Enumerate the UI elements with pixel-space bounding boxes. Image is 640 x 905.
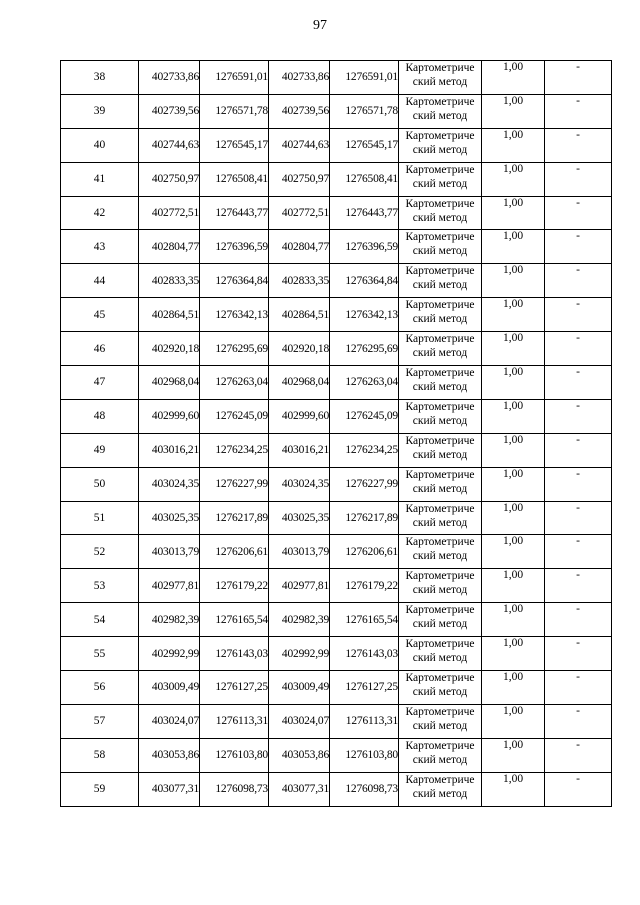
method-cell — [399, 704, 482, 738]
y-coordinate-cell: 1276245,09 — [330, 399, 399, 433]
method-line-2: ский метод — [412, 618, 468, 631]
point-number-cell: 42 — [61, 196, 139, 230]
note-cell: - — [545, 332, 612, 366]
y-coordinate-cell: 1276295,69 — [330, 332, 399, 366]
y-coordinate-cell: 1276103,80 — [330, 738, 399, 772]
accuracy-cell: 1,00 — [482, 366, 545, 400]
y-coordinate-cell: 1276143,03 — [330, 637, 399, 671]
point-number-cell: 55 — [61, 637, 139, 671]
x-coordinate-cell: 402999,60 — [269, 399, 330, 433]
note-cell: - — [545, 162, 612, 196]
x-coordinate-cell: 403024,07 — [269, 704, 330, 738]
y-coordinate-cell: 1276143,03 — [200, 637, 269, 671]
method-line-2: ский метод — [412, 550, 468, 563]
y-coordinate-cell: 1276098,73 — [330, 772, 399, 806]
y-coordinate-cell: 1276571,78 — [330, 94, 399, 128]
point-number-cell: 41 — [61, 162, 139, 196]
y-coordinate-cell: 1276227,99 — [330, 467, 399, 501]
y-coordinate-cell: 1276396,59 — [200, 230, 269, 264]
y-coordinate-cell: 1276098,73 — [200, 772, 269, 806]
y-coordinate-cell: 1276263,04 — [330, 366, 399, 400]
point-number-cell: 40 — [61, 128, 139, 162]
method-line-1: Картометриче — [405, 299, 475, 312]
point-number-cell: 39 — [61, 94, 139, 128]
x-coordinate-cell: 402968,04 — [269, 366, 330, 400]
note-cell: - — [545, 637, 612, 671]
method-line-1: Картометриче — [405, 570, 475, 583]
y-coordinate-cell: 1276234,25 — [330, 433, 399, 467]
y-coordinate-cell: 1276571,78 — [200, 94, 269, 128]
method-cell — [399, 535, 482, 569]
y-coordinate-cell: 1276508,41 — [200, 162, 269, 196]
x-coordinate-cell: 402739,56 — [139, 94, 200, 128]
y-coordinate-cell: 1276227,99 — [200, 467, 269, 501]
table-row — [61, 603, 612, 637]
note-cell: - — [545, 399, 612, 433]
table-row — [61, 94, 612, 128]
y-coordinate-cell: 1276127,25 — [200, 671, 269, 705]
x-coordinate-cell: 403024,35 — [139, 467, 200, 501]
y-coordinate-cell: 1276295,69 — [200, 332, 269, 366]
method-line-1: Картометриче — [405, 95, 475, 108]
accuracy-cell: 1,00 — [482, 738, 545, 772]
y-coordinate-cell: 1276113,31 — [200, 704, 269, 738]
method-line-1: Картометриче — [405, 197, 475, 210]
x-coordinate-cell: 403077,31 — [139, 772, 200, 806]
method-cell — [399, 772, 482, 806]
y-coordinate-cell: 1276165,54 — [200, 603, 269, 637]
x-coordinate-cell: 402833,35 — [269, 264, 330, 298]
method-line-2: ский метод — [412, 787, 468, 800]
method-cell — [399, 162, 482, 196]
accuracy-cell: 1,00 — [482, 332, 545, 366]
x-coordinate-cell: 402804,77 — [139, 230, 200, 264]
method-line-2: ский метод — [412, 584, 468, 597]
accuracy-cell: 1,00 — [482, 94, 545, 128]
accuracy-cell: 1,00 — [482, 399, 545, 433]
method-cell — [399, 94, 482, 128]
method-line-2: ский метод — [412, 686, 468, 699]
point-number-cell: 57 — [61, 704, 139, 738]
method-line-1: Картометриче — [405, 231, 475, 244]
method-line-1: Картометриче — [405, 705, 475, 718]
note-cell: - — [545, 738, 612, 772]
method-line-2: ский метод — [412, 177, 468, 190]
accuracy-cell: 1,00 — [482, 637, 545, 671]
x-coordinate-cell: 403024,07 — [139, 704, 200, 738]
method-line-1: Картометриче — [405, 536, 475, 549]
y-coordinate-cell: 1276591,01 — [200, 61, 269, 95]
note-cell: - — [545, 264, 612, 298]
method-cell — [399, 196, 482, 230]
method-cell — [399, 671, 482, 705]
point-number-cell: 49 — [61, 433, 139, 467]
method-cell — [399, 399, 482, 433]
x-coordinate-cell: 403013,79 — [269, 535, 330, 569]
note-cell: - — [545, 772, 612, 806]
x-coordinate-cell: 403024,35 — [269, 467, 330, 501]
point-number-cell: 59 — [61, 772, 139, 806]
x-coordinate-cell: 402733,86 — [269, 61, 330, 95]
y-coordinate-cell: 1276206,61 — [330, 535, 399, 569]
method-line-1: Картометриче — [405, 468, 475, 481]
x-coordinate-cell: 402999,60 — [139, 399, 200, 433]
accuracy-cell: 1,00 — [482, 298, 545, 332]
page-number: 97 — [313, 18, 327, 33]
point-number-cell: 50 — [61, 467, 139, 501]
point-number-cell: 43 — [61, 230, 139, 264]
table-row — [61, 671, 612, 705]
table-row — [61, 399, 612, 433]
method-line-2: ский метод — [412, 448, 468, 461]
y-coordinate-cell: 1276396,59 — [330, 230, 399, 264]
x-coordinate-cell: 402833,35 — [139, 264, 200, 298]
note-cell: - — [545, 366, 612, 400]
method-line-2: ский метод — [412, 347, 468, 360]
note-cell: - — [545, 569, 612, 603]
note-cell: - — [545, 467, 612, 501]
point-number-cell: 58 — [61, 738, 139, 772]
method-cell — [399, 366, 482, 400]
x-coordinate-cell: 402744,63 — [269, 128, 330, 162]
x-coordinate-cell: 402739,56 — [269, 94, 330, 128]
method-line-1: Картометриче — [405, 739, 475, 752]
y-coordinate-cell: 1276263,04 — [200, 366, 269, 400]
method-cell — [399, 298, 482, 332]
accuracy-cell: 1,00 — [482, 264, 545, 298]
table-row — [61, 501, 612, 535]
note-cell: - — [545, 298, 612, 332]
y-coordinate-cell: 1276443,77 — [330, 196, 399, 230]
x-coordinate-cell: 402750,97 — [269, 162, 330, 196]
method-cell — [399, 128, 482, 162]
method-line-1: Картометриче — [405, 434, 475, 447]
table-row — [61, 535, 612, 569]
note-cell: - — [545, 535, 612, 569]
note-cell: - — [545, 603, 612, 637]
point-number-cell: 52 — [61, 535, 139, 569]
accuracy-cell: 1,00 — [482, 128, 545, 162]
note-cell: - — [545, 501, 612, 535]
y-coordinate-cell: 1276342,13 — [330, 298, 399, 332]
y-coordinate-cell: 1276179,22 — [330, 569, 399, 603]
note-cell: - — [545, 94, 612, 128]
method-line-1: Картометриче — [405, 638, 475, 651]
x-coordinate-cell: 402750,97 — [139, 162, 200, 196]
y-coordinate-cell: 1276165,54 — [330, 603, 399, 637]
x-coordinate-cell: 403053,86 — [269, 738, 330, 772]
y-coordinate-cell: 1276217,89 — [200, 501, 269, 535]
point-number-cell: 45 — [61, 298, 139, 332]
table-row — [61, 637, 612, 671]
x-coordinate-cell: 403053,86 — [139, 738, 200, 772]
accuracy-cell: 1,00 — [482, 196, 545, 230]
y-coordinate-cell: 1276443,77 — [200, 196, 269, 230]
table-row — [61, 433, 612, 467]
point-number-cell: 44 — [61, 264, 139, 298]
x-coordinate-cell: 402982,39 — [139, 603, 200, 637]
method-line-2: ский метод — [412, 313, 468, 326]
table-row — [61, 264, 612, 298]
method-line-1: Картометриче — [405, 333, 475, 346]
method-line-1: Картометриче — [405, 265, 475, 278]
y-coordinate-cell: 1276234,25 — [200, 433, 269, 467]
method-line-1: Картометриче — [405, 129, 475, 142]
x-coordinate-cell: 402992,99 — [269, 637, 330, 671]
note-cell: - — [545, 671, 612, 705]
method-line-2: ский метод — [412, 414, 468, 427]
point-number-cell: 56 — [61, 671, 139, 705]
point-number-cell: 47 — [61, 366, 139, 400]
method-line-1: Картометриче — [405, 367, 475, 380]
y-coordinate-cell: 1276179,22 — [200, 569, 269, 603]
table-row — [61, 61, 612, 95]
x-coordinate-cell: 402992,99 — [139, 637, 200, 671]
y-coordinate-cell: 1276113,31 — [330, 704, 399, 738]
method-cell — [399, 569, 482, 603]
method-cell — [399, 230, 482, 264]
y-coordinate-cell: 1276591,01 — [330, 61, 399, 95]
accuracy-cell: 1,00 — [482, 535, 545, 569]
accuracy-cell: 1,00 — [482, 467, 545, 501]
method-cell — [399, 264, 482, 298]
method-line-2: ский метод — [412, 516, 468, 529]
x-coordinate-cell: 402977,81 — [139, 569, 200, 603]
x-coordinate-cell: 402864,51 — [139, 298, 200, 332]
x-coordinate-cell: 403009,49 — [269, 671, 330, 705]
x-coordinate-cell: 402920,18 — [139, 332, 200, 366]
x-coordinate-cell: 403077,31 — [269, 772, 330, 806]
accuracy-cell: 1,00 — [482, 501, 545, 535]
x-coordinate-cell: 402804,77 — [269, 230, 330, 264]
y-coordinate-cell: 1276127,25 — [330, 671, 399, 705]
method-cell — [399, 467, 482, 501]
method-cell — [399, 603, 482, 637]
y-coordinate-cell: 1276545,17 — [200, 128, 269, 162]
method-cell — [399, 332, 482, 366]
table-row — [61, 162, 612, 196]
table-row — [61, 467, 612, 501]
method-line-2: ский метод — [412, 482, 468, 495]
accuracy-cell: 1,00 — [482, 671, 545, 705]
y-coordinate-cell: 1276103,80 — [200, 738, 269, 772]
method-line-2: ский метод — [412, 753, 468, 766]
table-row — [61, 196, 612, 230]
note-cell: - — [545, 196, 612, 230]
method-cell — [399, 61, 482, 95]
method-line-1: Картометриче — [405, 604, 475, 617]
note-cell: - — [545, 61, 612, 95]
method-cell — [399, 738, 482, 772]
method-line-2: ский метод — [412, 381, 468, 394]
table-row — [61, 332, 612, 366]
point-number-cell: 53 — [61, 569, 139, 603]
coordinates-table — [60, 60, 612, 807]
method-line-2: ский метод — [412, 143, 468, 156]
method-line-1: Картометриче — [405, 400, 475, 413]
method-line-2: ский метод — [412, 109, 468, 122]
x-coordinate-cell: 402772,51 — [139, 196, 200, 230]
table-row — [61, 772, 612, 806]
x-coordinate-cell: 403025,35 — [269, 501, 330, 535]
accuracy-cell: 1,00 — [482, 162, 545, 196]
table-row — [61, 366, 612, 400]
table-row — [61, 128, 612, 162]
x-coordinate-cell: 403016,21 — [269, 433, 330, 467]
accuracy-cell: 1,00 — [482, 569, 545, 603]
accuracy-cell: 1,00 — [482, 603, 545, 637]
x-coordinate-cell: 402772,51 — [269, 196, 330, 230]
accuracy-cell: 1,00 — [482, 772, 545, 806]
method-line-2: ский метод — [412, 652, 468, 665]
table-row — [61, 704, 612, 738]
table-row — [61, 230, 612, 264]
point-number-cell: 51 — [61, 501, 139, 535]
x-coordinate-cell: 402982,39 — [269, 603, 330, 637]
x-coordinate-cell: 402744,63 — [139, 128, 200, 162]
y-coordinate-cell: 1276364,84 — [200, 264, 269, 298]
method-line-2: ский метод — [412, 279, 468, 292]
accuracy-cell: 1,00 — [482, 704, 545, 738]
point-number-cell: 54 — [61, 603, 139, 637]
method-line-1: Картометриче — [405, 672, 475, 685]
method-line-2: ский метод — [412, 245, 468, 258]
x-coordinate-cell: 402968,04 — [139, 366, 200, 400]
method-line-2: ский метод — [412, 211, 468, 224]
x-coordinate-cell: 402864,51 — [269, 298, 330, 332]
x-coordinate-cell: 402920,18 — [269, 332, 330, 366]
note-cell: - — [545, 704, 612, 738]
method-line-1: Картометриче — [405, 163, 475, 176]
y-coordinate-cell: 1276206,61 — [200, 535, 269, 569]
point-number-cell: 46 — [61, 332, 139, 366]
point-number-cell: 48 — [61, 399, 139, 433]
y-coordinate-cell: 1276245,09 — [200, 399, 269, 433]
method-cell — [399, 433, 482, 467]
method-line-2: ский метод — [412, 76, 468, 88]
method-line-2: ский метод — [412, 719, 468, 732]
x-coordinate-cell: 402733,86 — [139, 61, 200, 95]
table-row — [61, 738, 612, 772]
method-line-1: Картометриче — [405, 62, 475, 74]
accuracy-cell: 1,00 — [482, 61, 545, 95]
x-coordinate-cell: 403013,79 — [139, 535, 200, 569]
y-coordinate-cell: 1276545,17 — [330, 128, 399, 162]
method-line-1: Картометриче — [405, 773, 475, 786]
method-cell — [399, 637, 482, 671]
x-coordinate-cell: 402977,81 — [269, 569, 330, 603]
note-cell: - — [545, 230, 612, 264]
table-row — [61, 569, 612, 603]
x-coordinate-cell: 403025,35 — [139, 501, 200, 535]
y-coordinate-cell: 1276217,89 — [330, 501, 399, 535]
y-coordinate-cell: 1276342,13 — [200, 298, 269, 332]
method-cell — [399, 501, 482, 535]
x-coordinate-cell: 403016,21 — [139, 433, 200, 467]
note-cell: - — [545, 128, 612, 162]
y-coordinate-cell: 1276508,41 — [330, 162, 399, 196]
x-coordinate-cell: 403009,49 — [139, 671, 200, 705]
table-row — [61, 298, 612, 332]
method-line-1: Картометриче — [405, 502, 475, 515]
accuracy-cell: 1,00 — [482, 230, 545, 264]
point-number-cell: 38 — [61, 61, 139, 95]
accuracy-cell: 1,00 — [482, 433, 545, 467]
note-cell: - — [545, 433, 612, 467]
y-coordinate-cell: 1276364,84 — [330, 264, 399, 298]
